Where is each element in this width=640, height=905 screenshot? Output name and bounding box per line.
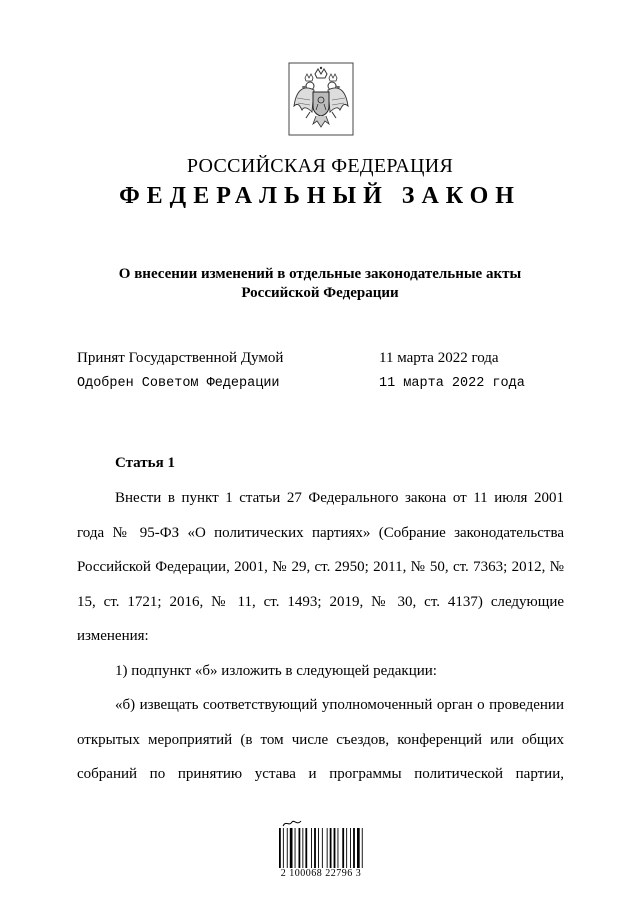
document-title-line-2: Российской Федерации [241, 285, 399, 301]
article-paragraph: «б) извещать соответствующий уполномоченный орган о проведении открытых мероприятий (в том числе съездов, конференций или общих собраний по принятию устава и программы политической партии, [77, 697, 564, 782]
article-paragraph: 1) подпункт «б» изложить в следующей редакции: [115, 662, 437, 679]
russian-coat-of-arms-icon [288, 62, 354, 136]
adoption-label: Одобрен Советом Федерации [77, 376, 280, 391]
article-heading: Статья 1 [115, 455, 175, 471]
country-name: РОССИЙСКАЯ ФЕДЕРАЦИЯ [186, 155, 454, 177]
barcode-bars [279, 828, 364, 868]
adoption-date: 11 марта 2022 года [379, 376, 525, 391]
adoption-label: Принят Государственной Думой [77, 350, 284, 366]
article-body [77, 481, 564, 792]
document-title-line-1: О внесении изменений в отдельные законодательные акты [118, 266, 522, 282]
signature-mark-icon [281, 818, 303, 828]
document-type: ФЕДЕРАЛЬНЫЙ ЗАКОН [119, 183, 521, 209]
document-title [60, 265, 580, 303]
barcode [267, 818, 375, 880]
adoption-date: 11 марта 2022 года [379, 350, 499, 366]
barcode-number: 2 100068 22796 3 [280, 868, 362, 879]
article-paragraph: Внести в пункт 1 статьи 27 Федерального закона от 11 июля 2001 года № 95-ФЗ «О политических партиях» (Собрание законодательства Российской Федерации, 2001, № 29, ст. 2950; 2011, № 50, ст. 7363; 2012, № 15, ст. 1721; 2016, № 11, ст. 1493; 2019, № 30, ст. 4137) следующие изменения: [77, 490, 564, 644]
